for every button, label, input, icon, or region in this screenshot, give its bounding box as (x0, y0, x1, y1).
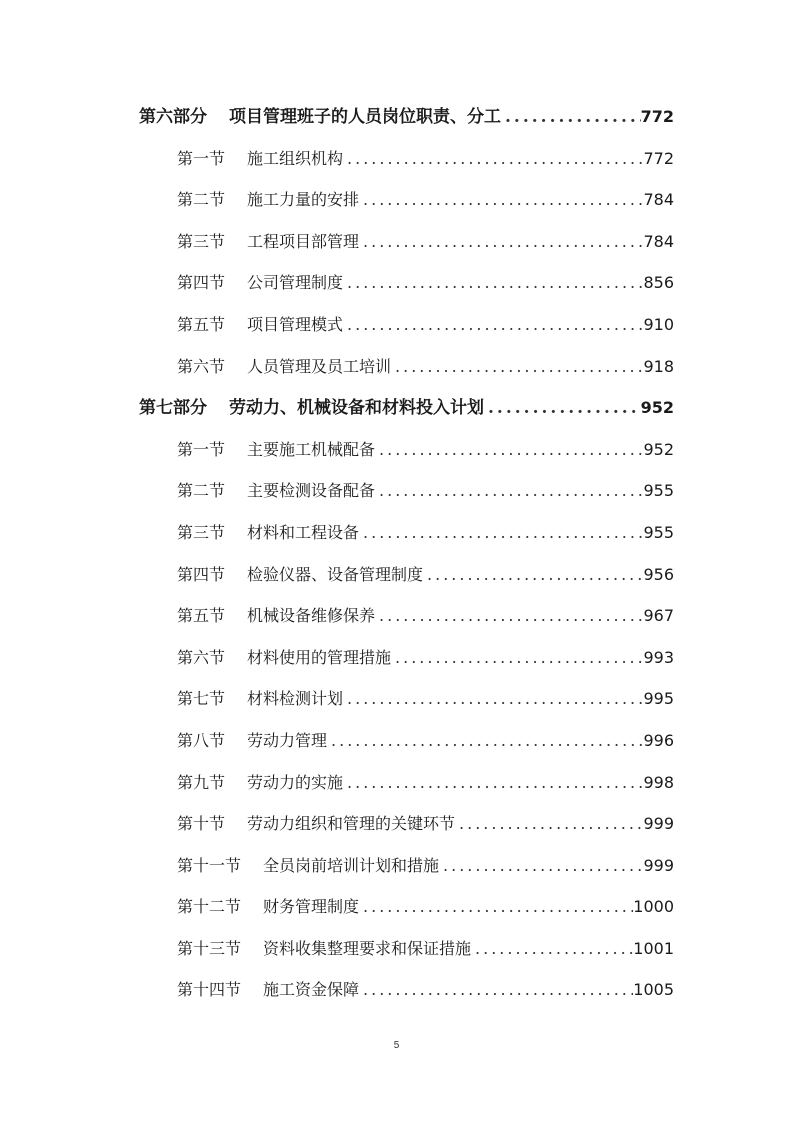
table-of-contents (139, 96, 674, 1011)
toc-section[interactable] (139, 762, 674, 804)
toc-section[interactable] (139, 221, 674, 263)
section-title: 检验仪器、设备管理制度 (247, 564, 424, 584)
dot-leader (471, 928, 633, 970)
toc-section[interactable] (139, 554, 674, 596)
dot-leader (343, 262, 643, 304)
page-ref: 996 (643, 730, 674, 750)
section-number: 第十四节 (177, 980, 242, 1000)
section-title: 施工资金保障 (263, 980, 360, 1000)
dot-leader (343, 304, 643, 346)
section-number: 第一节 (177, 148, 226, 168)
section-title: 施工力量的安排 (247, 190, 360, 210)
section-number: 第一节 (177, 439, 226, 459)
section-number: 第二节 (177, 190, 226, 210)
page-ref: 1000 (633, 897, 674, 917)
page-ref: 1001 (633, 938, 674, 958)
section-number: 第三节 (177, 522, 226, 542)
page-ref: 910 (643, 314, 674, 334)
section-number: 第八节 (177, 730, 226, 750)
section-number: 第十二节 (177, 897, 242, 917)
page-ref: 856 (643, 273, 674, 293)
dot-leader (359, 886, 633, 928)
page-ref: 952 (640, 398, 674, 418)
toc-part-7[interactable] (139, 387, 674, 429)
toc-part-6[interactable] (139, 96, 674, 138)
dot-leader (455, 803, 643, 845)
page-ref: 955 (643, 481, 674, 501)
toc-section[interactable] (139, 637, 674, 679)
dot-leader (343, 138, 643, 180)
page-ref: 967 (643, 606, 674, 626)
page-footer-number: 5 (393, 1040, 400, 1051)
section-title: 人员管理及员工培训 (247, 356, 392, 376)
section-title: 全员岗前培训计划和措施 (263, 855, 440, 875)
page-ref: 772 (643, 148, 674, 168)
dot-leader (343, 762, 643, 804)
dot-leader (439, 845, 643, 887)
toc-section[interactable] (139, 969, 674, 1011)
dot-leader (343, 678, 643, 720)
toc-section[interactable] (139, 262, 674, 304)
section-number: 第十节 (177, 814, 226, 834)
toc-section[interactable] (139, 886, 674, 928)
section-number: 第四节 (177, 273, 226, 293)
section-title: 材料和工程设备 (247, 522, 360, 542)
section-number: 第六节 (177, 647, 226, 667)
toc-section[interactable] (139, 138, 674, 180)
dot-leader (359, 179, 643, 221)
section-title: 施工组织机构 (247, 148, 344, 168)
toc-section[interactable] (139, 429, 674, 471)
page-ref: 999 (643, 855, 674, 875)
section-number: 第十一节 (177, 855, 242, 875)
page-ref: 784 (643, 190, 674, 210)
part-number: 第六部分 (139, 107, 207, 127)
toc-section[interactable] (139, 928, 674, 970)
page-ref: 952 (643, 439, 674, 459)
part-title: 项目管理班子的人员岗位职责、分工 (229, 107, 501, 127)
dot-leader (501, 97, 641, 138)
dot-leader (375, 429, 643, 471)
toc-section[interactable] (139, 595, 674, 637)
toc-section[interactable] (139, 179, 674, 221)
dot-leader (391, 637, 643, 679)
toc-section[interactable] (139, 678, 674, 720)
page-ref: 955 (643, 522, 674, 542)
toc-section[interactable] (139, 720, 674, 762)
dot-leader (375, 470, 643, 512)
dot-leader (359, 512, 643, 554)
dot-leader (359, 969, 633, 1011)
toc-section[interactable] (139, 346, 674, 388)
page-ref: 998 (643, 772, 674, 792)
section-number: 第七节 (177, 689, 226, 709)
page-ref: 918 (643, 356, 674, 376)
toc-section[interactable] (139, 512, 674, 554)
section-title: 资料收集整理要求和保证措施 (263, 938, 472, 958)
dot-leader (423, 554, 643, 596)
section-number: 第九节 (177, 772, 226, 792)
section-number: 第二节 (177, 481, 226, 501)
section-title: 主要施工机械配备 (247, 439, 376, 459)
section-number: 第四节 (177, 564, 226, 584)
section-title: 材料使用的管理措施 (247, 647, 392, 667)
section-number: 第十三节 (177, 938, 242, 958)
section-title: 主要检测设备配备 (247, 481, 376, 501)
part-number: 第七部分 (139, 398, 207, 419)
toc-section[interactable] (139, 304, 674, 346)
section-title: 劳动力的实施 (247, 772, 344, 792)
page-ref: 999 (643, 814, 674, 834)
page-ref: 772 (640, 107, 674, 126)
dot-leader (484, 388, 641, 429)
section-number: 第六节 (177, 356, 226, 376)
section-title: 工程项目部管理 (247, 231, 360, 251)
section-title: 劳动力组织和管理的关键环节 (247, 814, 456, 834)
toc-section[interactable] (139, 470, 674, 512)
section-title: 财务管理制度 (263, 897, 360, 917)
dot-leader (391, 346, 643, 388)
toc-section[interactable] (139, 845, 674, 887)
page-ref: 784 (643, 231, 674, 251)
section-number: 第五节 (177, 606, 226, 626)
page-ref: 993 (643, 647, 674, 667)
section-title: 机械设备维修保养 (247, 606, 376, 626)
section-title: 公司管理制度 (247, 273, 344, 293)
page-ref: 956 (643, 564, 674, 584)
part-title: 劳动力、机械设备和材料投入计划 (229, 398, 484, 419)
section-number: 第三节 (177, 231, 226, 251)
section-number: 第五节 (177, 314, 226, 334)
section-title: 材料检测计划 (247, 689, 344, 709)
section-title: 项目管理模式 (247, 314, 344, 334)
page-ref: 1005 (633, 980, 674, 1000)
dot-leader (359, 221, 643, 263)
section-title: 劳动力管理 (247, 730, 328, 750)
dot-leader (375, 595, 643, 637)
dot-leader (327, 720, 643, 762)
page-ref: 995 (643, 689, 674, 709)
toc-section[interactable] (139, 803, 674, 845)
